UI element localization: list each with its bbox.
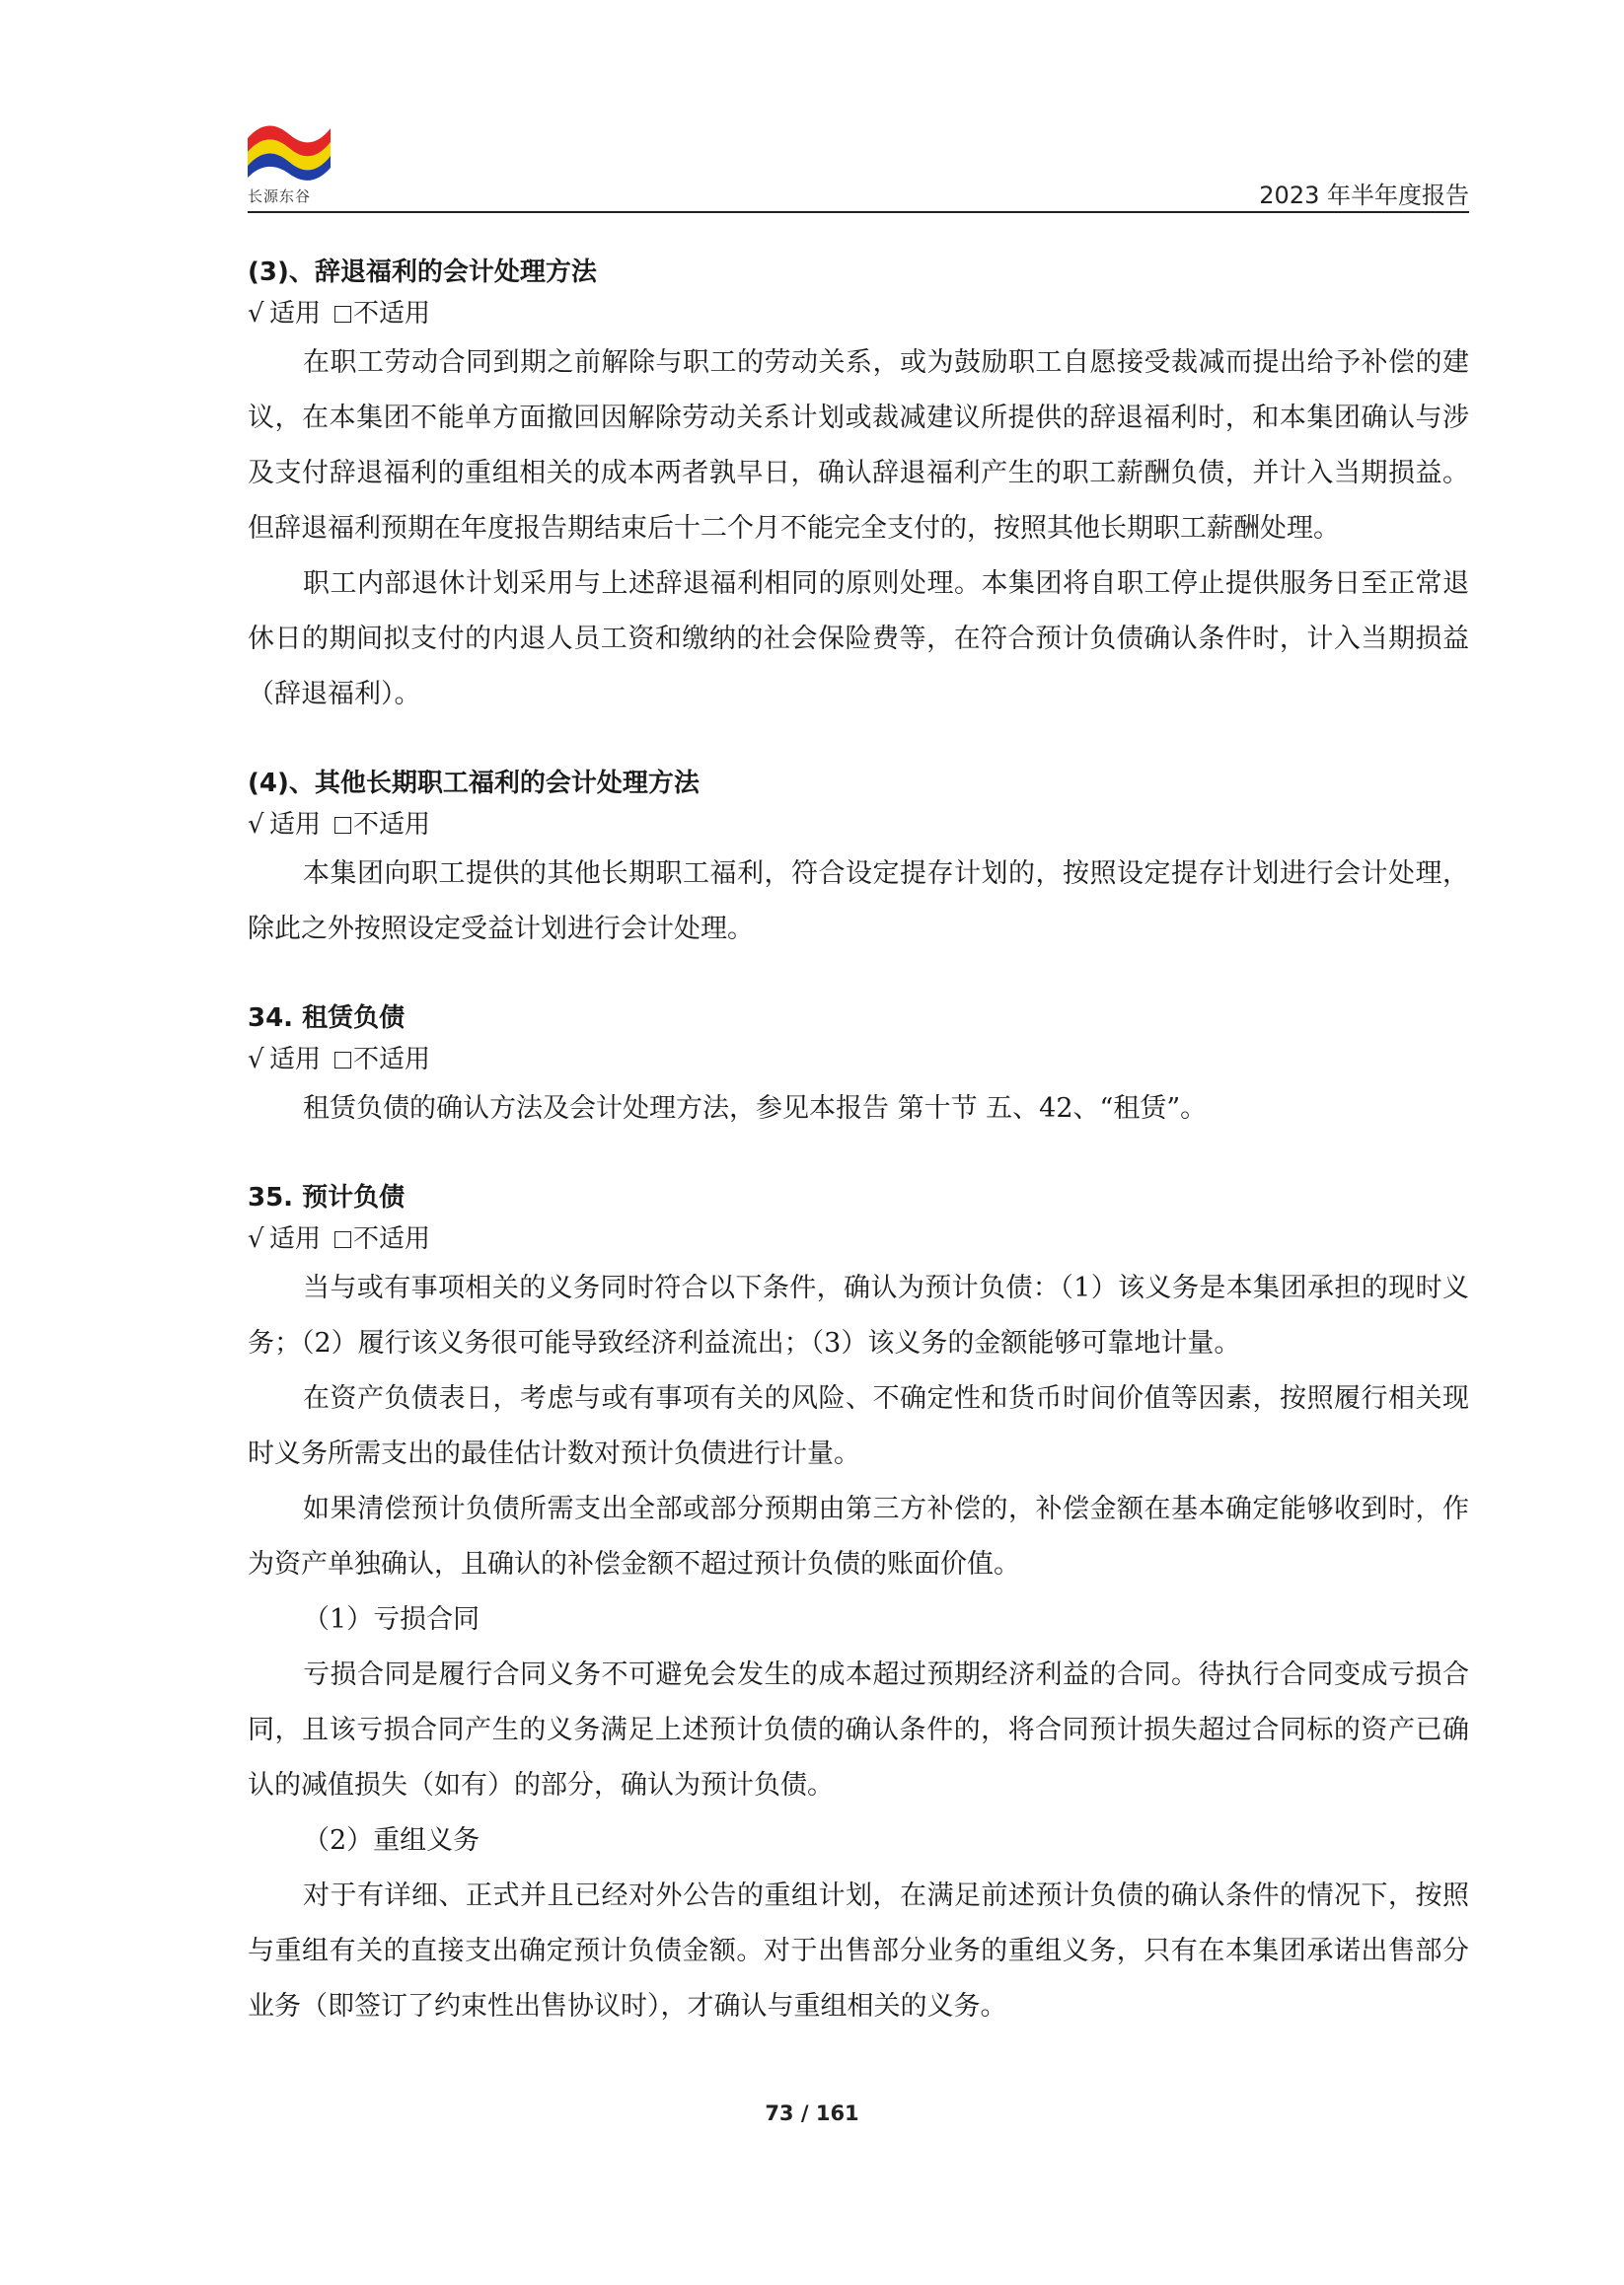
report-title: 2023 年半年度报告 [1259, 182, 1469, 209]
empty-checkbox-icon [334, 1231, 351, 1248]
section-heading-4: (4)、其他长期职工福利的会计处理方法 [248, 769, 700, 798]
section-heading-34: 34. 租赁负债 [248, 1003, 406, 1033]
page-number: 73 / 161 [765, 2101, 859, 2125]
company-logo [248, 116, 331, 205]
paragraph: 本集团向职工提供的其他长期职工福利，符合设定提存计划的，按照设定提存计划进行会计处理，除此之外按照设定受益计划进行会计处理。 [248, 858, 1469, 944]
logo-wave-icon [248, 116, 331, 182]
empty-checkbox-icon [334, 1052, 351, 1069]
page-header [248, 116, 1469, 213]
subheading: （1）亏损合同 [303, 1604, 480, 1635]
empty-checkbox-icon [334, 306, 351, 323]
section-heading-35: 35. 预计负债 [248, 1183, 406, 1213]
checkmark-icon: √ [248, 299, 264, 329]
empty-checkbox-icon [334, 817, 351, 834]
paragraph: 在资产负债表日，考虑与或有事项有关的风险、不确定性和货币时间价值等因素，按照履行相关现时义务所需支出的最佳估计数对预计负债进行计量。 [248, 1383, 1469, 1469]
section-heading-3: (3)、辞退福利的会计处理方法 [248, 258, 597, 287]
paragraph: 职工内部退休计划采用与上述辞退福利相同的原则处理。本集团将自职工停止提供服务日至正常退休日的期间拟支付的内退人员工资和缴纳的社会保险费等，在符合预计负债确认条件时，计入当期损益（辞退福利）。 [248, 568, 1469, 709]
applicability-row: √ 适用 不适用 [248, 803, 1469, 847]
subheading: （2）重组义务 [303, 1825, 480, 1856]
paragraph: 当与或有事项相关的义务同时符合以下条件，确认为预计负债：（1）该义务是本集团承担的现时义务；（2）履行该义务很可能导致经济利益流出；（3）该义务的金额能够可靠地计量。 [248, 1273, 1469, 1359]
paragraph: 亏损合同是履行合同义务不可避免会发生的成本超过预期经济利益的合同。待执行合同变成亏损合同，且该亏损合同产生的义务满足上述预计负债的确认条件的，将合同预计损失超过合同标的资产已确认的减值损失（如有）的部分，确认为预计负债。 [248, 1659, 1469, 1801]
applicability-row: √ 适用 不适用 [248, 1038, 1469, 1081]
header-divider [248, 211, 1469, 213]
applicability-row: √ 适用 不适用 [248, 1217, 1469, 1261]
paragraph: 对于有详细、正式并且已经对外公告的重组计划，在满足前述预计负债的确认条件的情况下，按照与重组有关的直接支出确定预计负债金额。对于出售部分业务的重组义务，只有在本集团承诺出售部分业务（即签订了约束性出售协议时），才确认与重组相关的义务。 [248, 1880, 1469, 2022]
paragraph: 如果清偿预计负债所需支出全部或部分预期由第三方补偿的，补偿金额在基本确定能够收到时，作为资产单独确认，且确认的补偿金额不超过预计负债的账面价值。 [248, 1494, 1469, 1580]
checkmark-icon: √ [248, 810, 264, 840]
applicability-row: √ 适用 不适用 [248, 292, 1469, 335]
paragraph: 租赁负债的确认方法及会计处理方法，参见本报告 第十节 五、42、“租赁”。 [303, 1093, 1208, 1124]
document-body [248, 253, 1469, 2034]
checkmark-icon: √ [248, 1224, 264, 1254]
checkmark-icon: √ [248, 1045, 264, 1074]
paragraph: 在职工劳动合同到期之前解除与职工的劳动关系，或为鼓励职工自愿接受裁减而提出给予补偿的建议，在本集团不能单方面撤回因解除劳动关系计划或裁减建议所提供的辞退福利时，和本集团确认与涉及支付辞退福利的重组相关的成本两者孰早日，确认辞退福利产生的职工薪酬负债，并计入当期损益。但辞退福利预期在年度报告期结束后十二个月不能完全支付的，按照其他长期职工薪酬处理。 [248, 347, 1469, 544]
logo-text: 长源东谷 [248, 187, 312, 205]
